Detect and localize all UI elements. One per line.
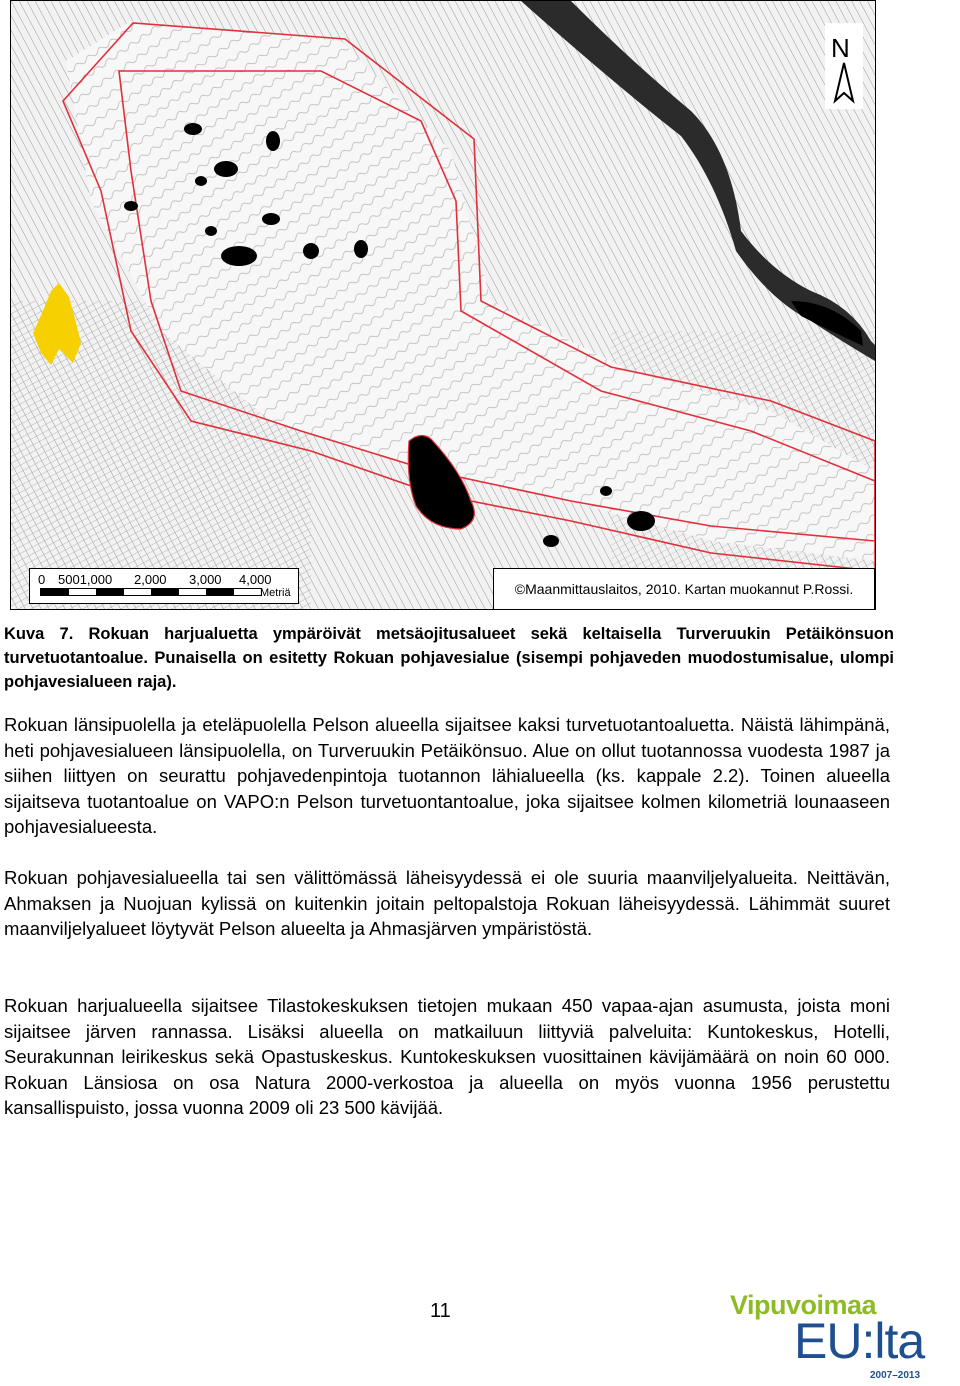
logo-top-text: Vipuvoimaa [730,1290,877,1320]
paragraph: Rokuan pohjavesialueella tai sen välittömässä läheisyydessä ei ole suuria maanviljelyalueita. Neittävän, Ahmaksen ja Nuojuan kylissä on kuitenkin joitain peltopalstoja Rokuan läheisyydessä. Lähimmät suuret maanviljelyalueet löytyvät Pelson alueelta ja Ahmasjärven ympäristöstä. [4,867,890,939]
logo-bottom-text: EU:lta [794,1313,925,1369]
scale-bar [29,568,299,604]
scale-label: 5001,000 [58,572,113,587]
page-number: 11 [430,1300,451,1322]
paragraph: Rokuan länsipuolella ja eteläpuolella Pelson alueella sijaitsee kaksi turvetuotantoaluetta. Näistä lähimpänä, heti pohjavesialueen länsipuolella, on Turveruukin Petäikönsuo. Alue on ollut tuotannossa vuodesta 1987 ja siihen liittyen on seurattu pohjavedenpintoja tuotannon lähialueella (ks. kappale 2.2). Toinen alueella sijaitseva tuotantoalue on VAPO:n Pelson turvetuontantoalue, joka sijaitsee kolmen kilometriä lounaaseen pohjavesialueesta. [4,714,890,837]
topographic-map [11,1,875,609]
figure-caption: Kuva 7. Rokuan harjualuetta ympäröivät metsäojitusalueet sekä keltaisella Turveruukin Petäikönsuon turvetuotantoalue. Punaisella on esitetty Rokuan pohjavesialue (sisempi pohjaveden muodostumisalue, ulompi pohjavesialueen raja). [4,625,894,691]
logo-years: 2007–2013 [870,1370,921,1381]
scale-label: 4,000 [239,572,272,587]
scale-label: 0 [38,572,46,587]
scale-unit: Metriä [260,587,291,599]
scale-label: 3,000 [189,572,222,587]
north-label: N [831,33,850,63]
scale-label: 2,000 [134,572,167,587]
vipuvoimaa-logo [730,1290,930,1384]
map-figure [10,0,876,610]
paragraph: Rokuan harjualueella sijaitsee Tilastokeskuksen tietojen mukaan 450 vapaa-ajan asumusta, joista moni sijaitsee järven rannassa. Lisäksi alueella on matkailuun liittyviä palveluita: Kuntokeskus, Hotelli, Seurakunnan leirikeskus sekä Opastuskeskus. Kuntokeskuksen vuosittainen kävijämäärä on noin 60 000. Rokuan Länsiosa on osa Natura 2000-verkostoa ja alueella on myös vuonna 1956 perustettu kansallispuisto, jossa vuonna 2009 oli 23 500 kävijää. [4,995,890,1118]
map-copyright: ©Maanmittauslaitos, 2010. Kartan muokannut P.Rossi. [493,568,875,610]
